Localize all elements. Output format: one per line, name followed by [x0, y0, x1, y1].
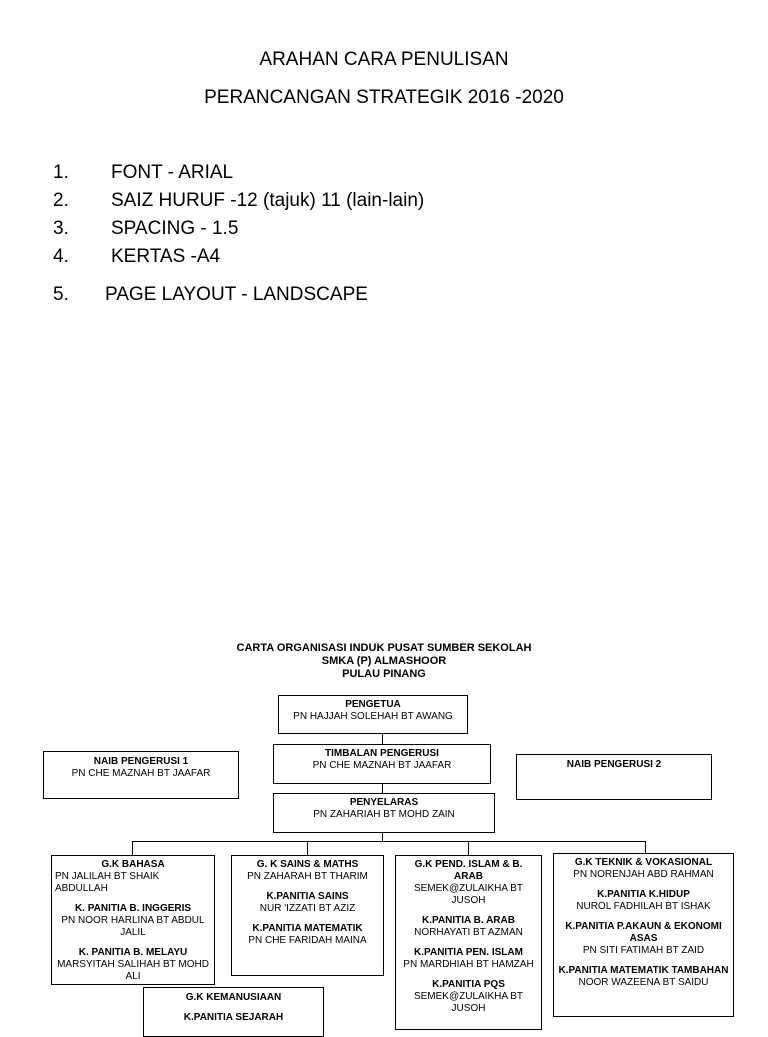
connector-line	[132, 841, 646, 842]
box-role: G. K SAINS & MATHS	[256, 859, 359, 870]
box-sub-role: K.PANITIA MATEMATIK	[252, 923, 363, 934]
box-sub-name: PN SITI FATIMAH BT ZAID	[582, 945, 705, 956]
box-sub-role: K.PANITIA SAINS	[266, 891, 349, 902]
box-name: PN ZAHARIAH BT MOHD ZAIN	[313, 809, 455, 820]
org-chart-title-line2: SMKA (P) ALMASHOOR	[321, 655, 447, 667]
box-sub-name: SEMEK@ZULAIKHA BT JUSOH	[413, 991, 524, 1014]
box-sub-role: K.PANITIA B. ARAB	[422, 915, 515, 926]
box-role: NAIB PENGERUSI 2	[566, 759, 662, 770]
box-sub-role: K. PANITIA B. INGGERIS	[74, 903, 192, 914]
box-name: SEMEK@ZULAIKHA BT JUSOH	[413, 883, 524, 906]
box-sub-name: PN MARDHIAH BT HAMZAH	[403, 959, 534, 970]
connector-line	[468, 841, 469, 855]
box-sub-role: K.PANITIA PQS	[432, 979, 505, 990]
box-sub-name: NUROL FADHILAH BT ISHAK	[576, 901, 711, 912]
gk-pend-islam-box	[395, 855, 542, 1030]
box-sub-role: K. PANITIA B. MELAYU	[78, 947, 188, 958]
naib-pengerusi-1-box	[43, 751, 239, 799]
box-sub-name: PN NOOR HARLINA BT ABDUL JALIL	[61, 915, 205, 938]
box-role: PENGETUA	[345, 699, 401, 710]
timbalan-pengerusi-box	[273, 744, 491, 784]
penyelaras-box	[273, 793, 495, 833]
box-role: TIMBALAN PENGERUSI	[325, 748, 439, 759]
box-sub-name: NUR 'IZZATI BT AZIZ	[259, 903, 356, 914]
instruction-number: 2.	[53, 190, 69, 211]
box-sub-role: K.PANITIA SEJARAH	[183, 1012, 284, 1023]
gk-teknik-vokasional-box	[553, 853, 734, 1017]
instruction-number: 4.	[53, 246, 69, 267]
naib-pengerusi-2-box	[516, 754, 712, 800]
box-role: G.K BAHASA	[101, 859, 165, 870]
box-sub-role: K.PANITIA MATEMATIK TAMBAHAN	[558, 965, 729, 976]
connector-line	[645, 841, 646, 853]
box-role: G.K KEMANUSIAAN	[185, 992, 282, 1003]
box-sub-name: NORHAYATI BT AZMAN	[414, 927, 523, 938]
pengetua-box	[278, 695, 468, 734]
box-role: G.K TEKNIK & VOKASIONAL	[574, 857, 713, 868]
connector-line	[132, 841, 133, 855]
gk-sains-maths-box	[231, 855, 384, 976]
box-role: G.K PEND. ISLAM & B. ARAB	[414, 859, 523, 882]
box-name: PN CHE MAZNAH BT JAAFAR	[312, 760, 452, 771]
instructions-title-line1: ARAHAN CARA PENULISAN	[259, 49, 509, 70]
box-name: PN CHE MAZNAH BT JAAFAR	[71, 768, 211, 779]
box-name: PN JALILAH BT SHAIK ABDULLAH	[55, 871, 160, 894]
gk-kemanusiaan-box	[143, 987, 324, 1037]
gk-bahasa-box	[51, 855, 215, 985]
box-role: NAIB PENGERUSI 1	[93, 756, 189, 767]
box-name: PN NORENJAH ABD RAHMAN	[573, 869, 714, 880]
box-role: PENYELARAS	[349, 797, 419, 808]
instruction-text: KERTAS -A4	[111, 246, 221, 267]
box-sub-name: PN CHE FARIDAH MAINA	[248, 935, 367, 946]
instruction-text: PAGE LAYOUT - LANDSCAPE	[105, 284, 368, 305]
box-sub-role: K.PANITIA K.HIDUP	[597, 889, 690, 900]
instructions-title-line2: PERANCANGAN STRATEGIK 2016 -2020	[204, 87, 564, 108]
box-sub-name: MARSYITAH SALIHAH BT MOHD ALI	[57, 959, 209, 982]
connector-line	[382, 832, 383, 841]
box-sub-name: NOOR WAZEENA BT SAIDU	[578, 977, 709, 988]
instruction-text: FONT - ARIAL	[111, 162, 234, 183]
instruction-text: SPACING - 1.5	[111, 218, 239, 239]
org-chart-title-line1: CARTA ORGANISASI INDUK PUSAT SUMBER SEKOLAH	[236, 642, 532, 654]
org-chart-title-line3: PULAU PINANG	[342, 668, 426, 680]
instruction-text: SAIZ HURUF -12 (tajuk) 11 (lain-lain)	[111, 190, 425, 211]
connector-line	[307, 841, 308, 855]
box-name: PN HAJJAH SOLEHAH BT AWANG	[293, 711, 453, 722]
instruction-number: 5.	[53, 284, 69, 305]
instruction-number: 1.	[53, 162, 69, 183]
box-sub-role: K.PANITIA P.AKAUN & EKONOMI ASAS	[565, 921, 722, 944]
box-sub-role: K.PANITIA PEN. ISLAM	[414, 947, 523, 958]
instruction-number: 3.	[53, 218, 69, 239]
box-name: PN ZAHARAH BT THARIM	[247, 871, 368, 882]
